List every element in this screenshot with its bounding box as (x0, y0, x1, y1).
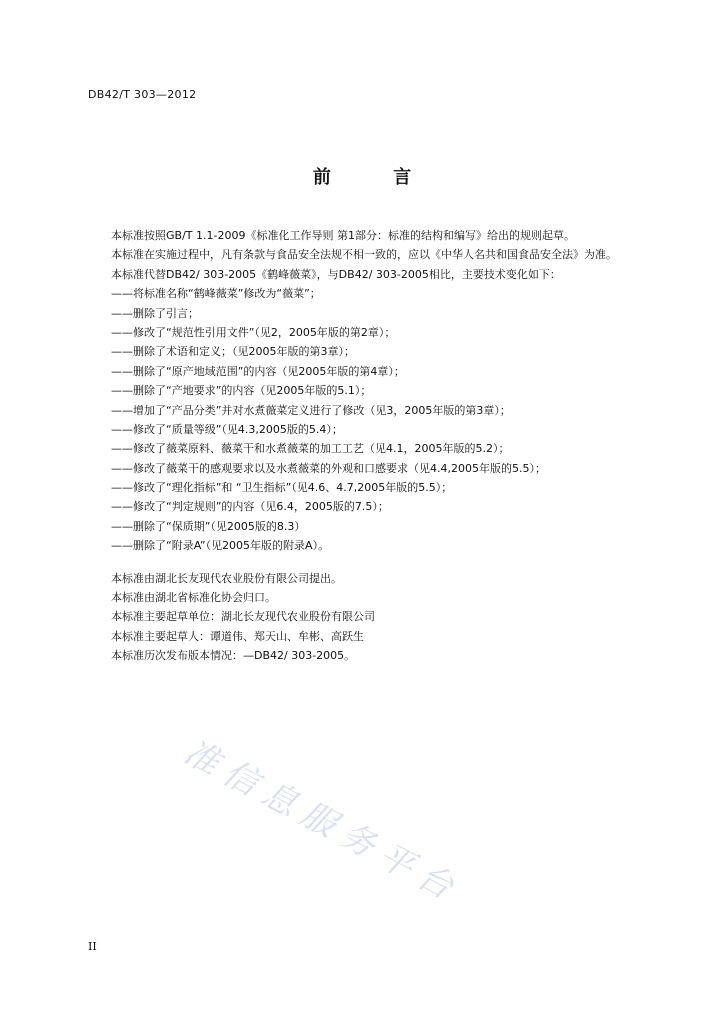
info-drafters: 本标准主要起草人：谭道伟、郑天山、牟彬、高跃生 (111, 629, 364, 643)
change-item: ——删除了“产地要求”的内容（见2005年版的5.1）； (111, 384, 372, 398)
change-item: ——修改了“判定规则”的内容（见6.4，2005版的7.5）； (111, 500, 389, 514)
change-item: ——修改了“规范性引用文件”（见2，2005年版的第2章）； (111, 325, 396, 339)
watermark-text: 准信息服务平台 (177, 732, 469, 912)
section-gap (88, 556, 648, 569)
change-item: ——修改了薇菜原料、薇菜干和水煮薇菜的加工工艺（见4.1，2005年版的5.2）； (111, 442, 510, 456)
foreword-body (88, 226, 648, 666)
info-administrator: 本标准由湖北省标准化协会归口。 (111, 591, 276, 605)
info-drafting-unit: 本标准主要起草单位：湖北长友现代农业股份有限公司 (111, 610, 375, 624)
paragraph-replacement: 本标准代替DB42/ 303-2005《鹤峰薇菜》，与DB42/ 303-2005相比，主要技术变化如下： (111, 267, 561, 281)
change-item: ——修改了“质量等级”（见4.3,2005版的5.4）； (111, 422, 343, 436)
change-item: ——修改了薇菜干的感观要求以及水煮薇菜的外观和口感要求（见4.4,2005年版的5.5）； (111, 461, 546, 475)
change-item: ——修改了“理化指标”和 “卫生指标”（见4.6、4.7,2005年版的5.5）； (111, 481, 453, 495)
page-number: II (88, 940, 97, 953)
change-item: ——删除了“原产地域范围”的内容（见2005年版的第4章）； (111, 364, 405, 378)
change-item: ——删除了引言； (111, 306, 199, 320)
info-versions: 本标准历次发布版本情况：—DB42/ 303-2005。 (111, 649, 356, 663)
change-item: ——将标准名称“鹤峰薇菜”修改为“薇菜”； (111, 287, 321, 301)
change-item: ——删除了“附录A”（见2005年版的附录A）。 (111, 539, 330, 553)
paragraph-food-safety: 本标准在实施过程中，凡有条款与食品安全法规不相一致的，应以《中华人名共和国食品安全法》为准。 (111, 248, 617, 262)
change-item: ——删除了“保质期”（见2005版的8.3） (111, 519, 306, 533)
change-item: ——删除了术语和定义；（见2005年版的第3章）； (111, 345, 355, 359)
info-proposer: 本标准由湖北长友现代农业股份有限公司提出。 (111, 571, 342, 585)
page-title: 前 言 (312, 167, 440, 188)
document-code: DB42/T 303—2012 (88, 88, 197, 101)
change-item: ——增加了“产品分类”并对水煮薇菜定义进行了修改（见3，2005年版的第3章）； (111, 403, 511, 417)
paragraph-drafting-rules: 本标准按照GB/T 1.1-2009《标准化工作导则 第1部分：标准的结构和编写》给出的规则起草。 (111, 229, 575, 242)
